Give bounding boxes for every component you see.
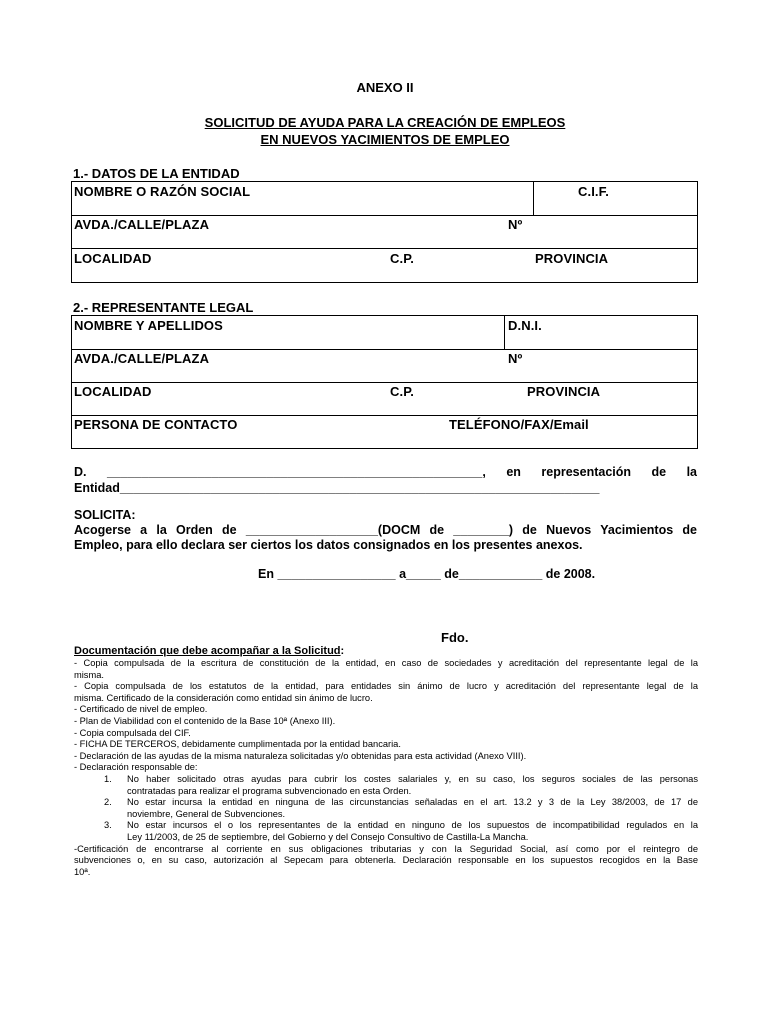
entity-province-field[interactable]: PROVINCIA: [535, 251, 609, 266]
row-divider: [72, 215, 697, 216]
numbered-item-line: No estar incursos el o los representantes de la entidad en ninguno de los supuestos de incompatibilidad regulados en la: [127, 820, 698, 831]
contact-person-field[interactable]: PERSONA DE CONTACTO: [74, 417, 238, 432]
rep-cp-field[interactable]: C.P.: [390, 384, 415, 399]
doc-item: - Certificado de nivel de empleo.: [74, 704, 208, 715]
numbered-item: [74, 820, 698, 843]
numbered-item-line: No estar incursa la entidad en ninguna de las circunstancias señaladas en el art. 13.2 y 3 de la Ley 38/2003, de 17 de: [127, 797, 698, 808]
numbered-item: [74, 774, 698, 797]
entity-number-field[interactable]: Nº: [508, 217, 523, 232]
annex-title: ANEXO II: [356, 80, 414, 95]
numbered-item-num: 2.: [104, 797, 112, 808]
date-line[interactable]: En _________________ a_____ de____________ de 2008.: [258, 567, 596, 581]
numbered-item-line: contratadas para realizar el programa subvencionado en esta Orden.: [127, 785, 412, 796]
row-divider: [72, 382, 697, 383]
form-title-line2: EN NUEVOS YACIMIENTOS DE EMPLEO: [260, 132, 510, 147]
declarant-line[interactable]: D. ______________________________________________________, en representación de la: [74, 465, 697, 479]
rep-locality-field[interactable]: LOCALIDAD: [74, 384, 152, 399]
doc-final-line: -Certificación de encontrarse al corriente en sus obligaciones tributarias y con la Seguridad Social, así como por el reintegro de: [74, 843, 698, 854]
doc-final-line: 10ª.: [74, 866, 91, 877]
documentation-heading-colon: :: [340, 645, 345, 657]
cif-divider: [533, 182, 534, 215]
doc-item: - Declaración de las ayudas de la misma naturaleza solicitadas y/o obtenidas para esta actividad (Anexo VIII).: [74, 750, 527, 761]
rep-province-field[interactable]: PROVINCIA: [527, 384, 601, 399]
row-divider: [72, 248, 697, 249]
entity-locality-field[interactable]: LOCALIDAD: [74, 251, 152, 266]
doc-item: - Declaración responsable de:: [74, 762, 198, 773]
numbered-item-line: No haber solicitado otras ayudas para cubrir los costes salariales y, en su caso, los seguros sociales de las personas: [127, 773, 698, 784]
doc-item: misma. Certificado de la consideración como entidad sin ánimo de lucro.: [74, 692, 373, 703]
entity-line[interactable]: Entidad_____________________________________________________________________: [74, 481, 600, 495]
dni-divider: [504, 316, 505, 349]
entity-name-field[interactable]: NOMBRE O RAZÓN SOCIAL: [74, 184, 251, 199]
row-divider: [72, 349, 697, 350]
doc-item: - Plan de Viabilidad con el contenido de la Base 10ª (Anexo III).: [74, 715, 336, 726]
numbered-item-line: Ley 11/2003, de 25 de septiembre, del Gobierno y del Consejo Consultivo de Castilla-La Mancha.: [127, 831, 529, 842]
numbered-item-line: noviembre, General de Subvenciones.: [127, 808, 286, 819]
request-statement-line: Empleo, para ello declara ser ciertos los datos consignados en los presentes anexos.: [74, 538, 583, 552]
entity-cp-field[interactable]: C.P.: [390, 251, 415, 266]
entity-cif-field[interactable]: C.I.F.: [578, 184, 609, 199]
rep-name-field[interactable]: NOMBRE Y APELLIDOS: [74, 318, 223, 333]
rep-number-field[interactable]: Nº: [508, 351, 523, 366]
entity-address-field[interactable]: AVDA./CALLE/PLAZA: [74, 217, 210, 232]
rep-address-field[interactable]: AVDA./CALLE/PLAZA: [74, 351, 210, 366]
doc-item: misma.: [74, 669, 104, 680]
doc-item: - Copia compulsada del CIF.: [74, 727, 191, 738]
numbered-item-num: 1.: [104, 773, 112, 784]
doc-final-line: subvenciones o, en su caso, autorización al Sepecam para obtenerla. Declaración responsable en los supuestos recogidos en la Base: [74, 855, 698, 866]
request-heading: SOLICITA:: [74, 508, 136, 522]
section2-heading: 2.- REPRESENTANTE LEGAL: [73, 300, 254, 315]
numbered-item-num: 3.: [104, 820, 112, 831]
form-title-line1: SOLICITUD DE AYUDA PARA LA CREACIÓN DE EMPLEOS: [204, 115, 566, 130]
request-order-line[interactable]: Acogerse a la Orden de ___________________(DOCM de ________) de Nuevos Yacimientos de: [74, 523, 697, 537]
doc-item: - Copia compulsada de los estatutos de la entidad, para entidades sin ánimo de lucro y acreditación del representante legal de la: [74, 681, 698, 692]
documentation-list: [74, 658, 698, 878]
section1-heading: 1.- DATOS DE LA ENTIDAD: [73, 166, 240, 181]
signature-label: Fdo.: [441, 630, 469, 645]
rep-dni-field[interactable]: D.N.I.: [508, 318, 542, 333]
documentation-heading-text: Documentación que debe acompañar a la Solicitud: [74, 645, 341, 657]
doc-item: - Copia compulsada de la escritura de constitución de la entidad, en caso de sociedades y acreditación del representante legal de la: [74, 658, 698, 668]
phone-fax-email-field[interactable]: TELÉFONO/FAX/Email: [449, 417, 589, 432]
documentation-heading: [74, 645, 344, 657]
numbered-item: [74, 797, 698, 820]
doc-item: - FICHA DE TERCEROS, debidamente cumplimentada por la entidad bancaria.: [74, 739, 401, 750]
row-divider: [72, 415, 697, 416]
